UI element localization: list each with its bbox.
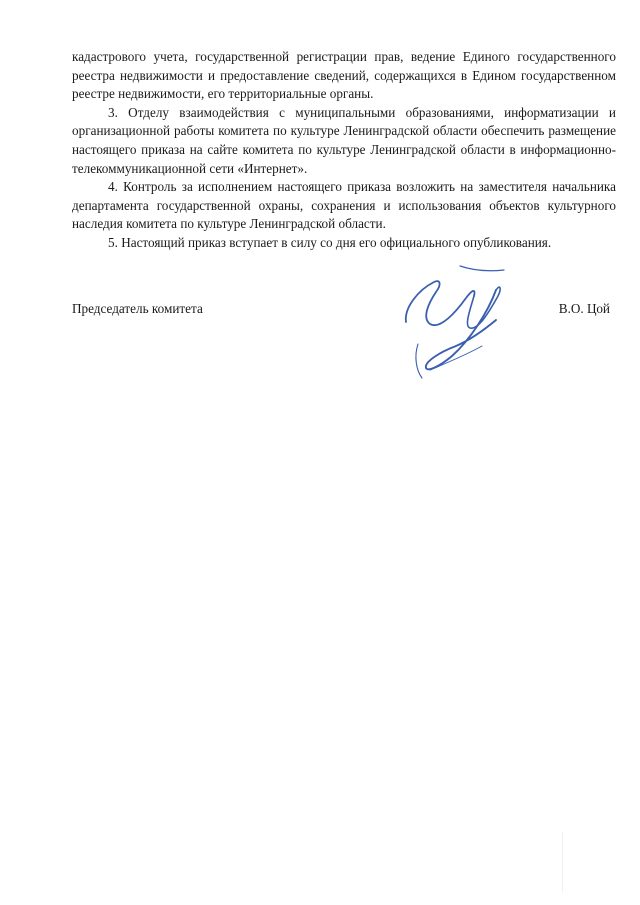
signatory-name: В.О. Цой xyxy=(558,301,610,316)
paragraph-item-3: 3. Отделу взаимодействия с муниципальными образованиями, информатизации и организационной работы комитета по культуре Ленинградской области обеспечить размещение настоящего приказа на сайте комитета по культуре Ленинградской области в информационно-телекоммуникационной сети «Интернет». xyxy=(72,104,616,176)
paragraph-continuation: кадастрового учета, государственной регистрации прав, ведение Единого государственного реестра недвижимости и предоставление сведений, содержащихся в Едином государственном реестре недвижимости, его территориальные органы. xyxy=(72,49,616,102)
scan-artifact-line xyxy=(562,832,563,892)
paragraph-item-4: 4. Контроль за исполнением настоящего приказа возложить на заместителя начальника департамента государственной охраны, сохранения и использования объектов культурного наследия комитета по культуре Ленинградской области. xyxy=(72,179,616,232)
signatory-title: Председатель комитета xyxy=(72,301,203,316)
paragraph-item-5: 5. Настоящий приказ вступает в силу со дня его официального опубликования. xyxy=(108,234,552,250)
handwritten-signature xyxy=(400,260,510,380)
document-body xyxy=(72,48,616,253)
